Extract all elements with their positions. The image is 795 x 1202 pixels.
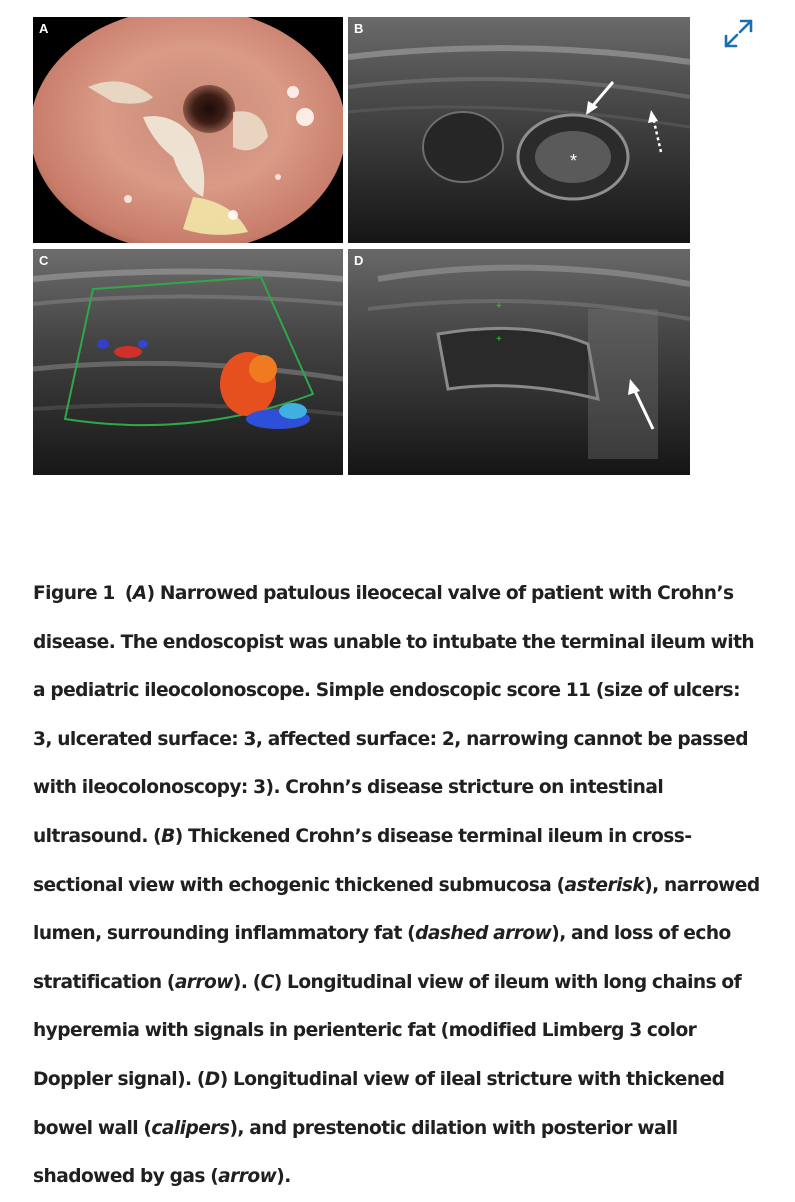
doppler-image-c bbox=[33, 249, 343, 475]
caption-italic-term: B bbox=[161, 825, 175, 847]
caption-text-run: ), and prestenotic dilation with posterior wall shadowed by gas ( bbox=[33, 1117, 678, 1188]
caption-text bbox=[33, 583, 760, 1187]
figure-caption bbox=[33, 570, 763, 1202]
expand-arrows-icon bbox=[718, 14, 758, 54]
caption-text-run: ). bbox=[276, 1166, 291, 1188]
panel-a-endoscopy bbox=[33, 17, 343, 243]
panel-label-c: C bbox=[39, 253, 49, 268]
caliper-mark-bottom: + bbox=[496, 334, 502, 345]
endoscopy-image bbox=[33, 17, 343, 243]
caption-italic-term: arrow bbox=[174, 971, 233, 993]
panel-label-d: D bbox=[354, 253, 364, 268]
caption-italic-term: dashed arrow bbox=[415, 923, 552, 945]
panel-b-ultrasound bbox=[348, 17, 690, 243]
asterisk-mark: * bbox=[570, 151, 578, 171]
ultrasound-image-b bbox=[348, 17, 690, 243]
caliper-mark-top: + bbox=[496, 301, 502, 312]
caption-italic-term: C bbox=[260, 971, 274, 993]
panel-label-b: B bbox=[354, 21, 364, 36]
caption-text-run: ( bbox=[124, 583, 133, 604]
caption-text-run: ), narrowed lumen, surrounding inflammatory fat ( bbox=[33, 874, 760, 945]
figure-label: Figure 1 bbox=[33, 583, 115, 604]
caption-italic-term: A bbox=[132, 583, 147, 604]
caption-italic-term: arrow bbox=[218, 1166, 277, 1188]
caption-text-run: ). ( bbox=[232, 971, 261, 993]
figure-panels bbox=[33, 17, 690, 475]
caption-text-run: ) Longitudinal view of ileal stricture with thickened bowel wall ( bbox=[33, 1068, 725, 1139]
caption-italic-term: asterisk bbox=[564, 874, 645, 896]
caption-text-run: ) Narrowed patulous ileocecal valve of patient with Crohn’s disease. The endoscopist was unable to intubate the terminal ileum with a pediatric ileocolonoscope. Simple endoscopic score 11 (size of ulcers: 3, ulcerated surface: 3, affected surface: 2, narrowing cannot be passed with ileocolonoscopy: 3). Crohn’s disease stricture on intestinal ultrasound. ( bbox=[33, 583, 755, 847]
caption-italic-term: D bbox=[204, 1068, 220, 1090]
panel-c-doppler bbox=[33, 249, 343, 475]
caption-text-run: ) Longitudinal view of ileum with long chains of hyperemia with signals in perienteric fat (modified Limberg 3 color Doppler signal). ( bbox=[33, 971, 742, 1090]
caption-text-run: ), and loss of echo stratification ( bbox=[33, 923, 731, 993]
panel-d-ultrasound bbox=[348, 249, 690, 475]
ultrasound-image-d bbox=[348, 249, 690, 475]
expand-figure-button[interactable] bbox=[718, 14, 758, 54]
caption-text-run: ) Thickened Crohn’s disease terminal ileum in cross-sectional view with echogenic thickened submucosa ( bbox=[33, 825, 692, 896]
panel-label-a: A bbox=[39, 21, 49, 36]
caption-italic-term: calipers bbox=[151, 1117, 230, 1139]
